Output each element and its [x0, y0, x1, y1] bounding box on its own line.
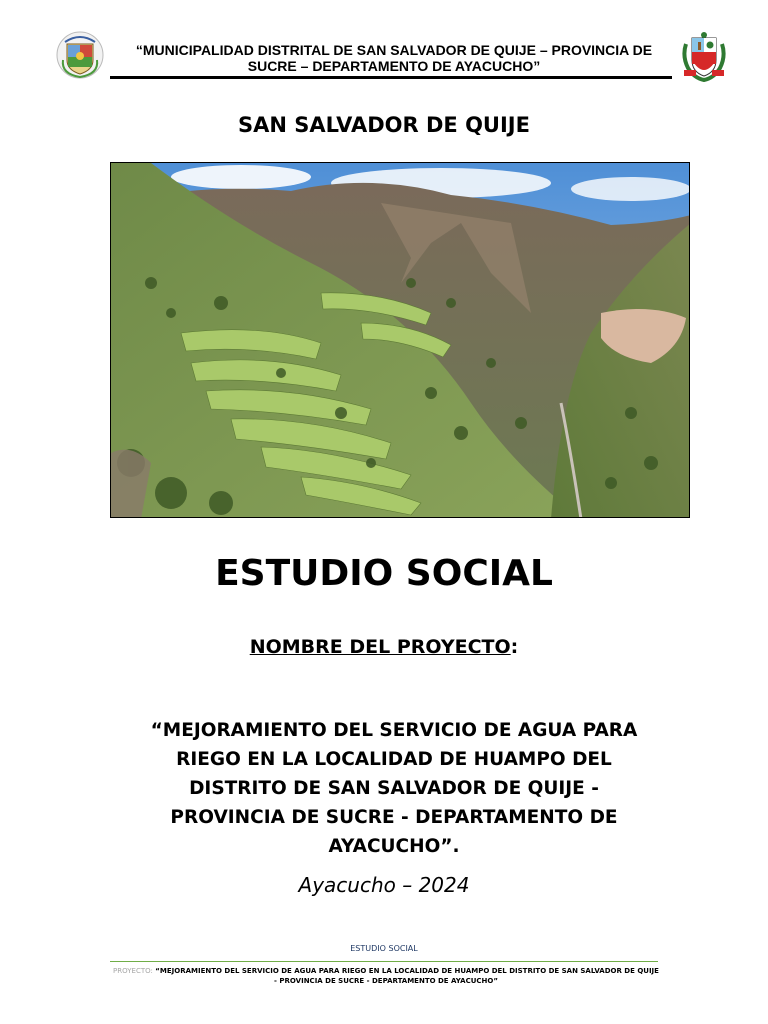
footer-divider — [110, 961, 658, 962]
project-label-text: NOMBRE DEL PROYECTO — [249, 636, 511, 658]
footer-project-label: PROYECTO: — [113, 967, 153, 975]
place-and-date: Ayacucho – 2024 — [298, 873, 470, 897]
project-label-suffix: : — [510, 636, 519, 658]
municipal-shield-icon — [55, 30, 105, 80]
project-label — [0, 636, 768, 658]
header-title: “MUNICIPALIDAD DISTRITAL DE SAN SALVADOR DE QUIJE – PROVINCIA DE SUCRE – DEPARTAMENTO DE AYACUCHO” — [135, 42, 653, 74]
footer-project-text: “MEJORAMIENTO DEL SERVICIO DE AGUA PARA RIEGO EN LA LOCALIDAD DE HUAMPO DEL DISTRITO DE SAN SALVADOR DE QUIJE - PROVINCIA DE SUCRE - DEPARTAMENTO DE AYACUCHO” — [155, 967, 659, 985]
peru-coat-of-arms-icon — [678, 30, 730, 82]
document-title: ESTUDIO SOCIAL — [215, 553, 553, 594]
page-header — [55, 28, 730, 84]
footer-title: ESTUDIO SOCIAL — [350, 944, 418, 953]
project-name: “MEJORAMIENTO DEL SERVICIO DE AGUA PARA RIEGO EN LA LOCALIDAD DE HUAMPO DEL DISTRITO DE SAN SALVADOR DE QUIJE - PROVINCIA DE SUCRE - DEPARTAMENTO DE AYACUCHO”. — [150, 720, 638, 857]
header-divider — [110, 76, 672, 79]
footer-project — [112, 966, 660, 986]
document-subtitle: SAN SALVADOR DE QUIJE — [238, 113, 530, 137]
cover-photo — [110, 162, 690, 518]
